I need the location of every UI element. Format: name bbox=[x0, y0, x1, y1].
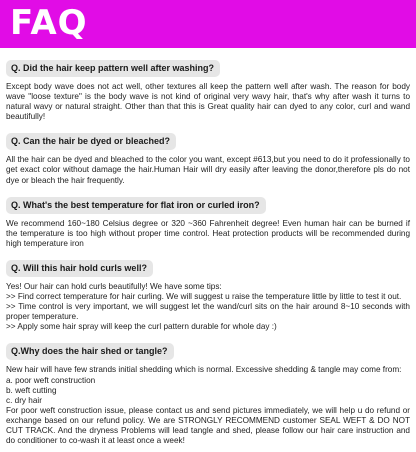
faq-question: Q. Did the hair keep pattern well after washing? bbox=[6, 60, 220, 77]
answer-tip: >> Find correct temperature for hair curling. We will suggest u raise the temperature little by little to test it out. bbox=[6, 292, 402, 302]
answer-list-item: a. poor weft construction bbox=[6, 375, 96, 385]
answer-tip: >> Apply some hair spray will keep the curl pattern durable for whole day :) bbox=[6, 322, 277, 332]
faq-header bbox=[0, 0, 416, 48]
answer-tip: >> Time control is very important, we will suggest let the wand/curl sits on the hair around 8~10 seconds with proper temperature. bbox=[6, 302, 410, 322]
page-title: FAQ bbox=[10, 3, 88, 43]
faq-item bbox=[6, 58, 410, 122]
answer-paragraph: Except body wave does not act well, other textures all keep the pattern well after wash. The reason for body wave "loose texture" is the body wave is not kind of original very wavy hair, that's why after wash it turns to natural wavy or natural straight. Other than that this is Great quality hair can dyed to any color, curl and wand beautifully! bbox=[6, 82, 410, 122]
answer-paragraph: For poor weft construction issue, please contact us and send pictures immediately, we will help u do refund or exchange based on our refund policy. We are STRONGLY RECOMMEND customer SEAL WEFT & DO NOT CUT TRACK. And the dryness Problems will lead tangle and shed, please follow our hair care instruction and do conditioner to co-wash it at least once a week! bbox=[6, 405, 410, 446]
answer-list-item: b. weft cutting bbox=[6, 385, 57, 395]
faq-answer bbox=[6, 365, 410, 446]
answer-list-item: c. dry hair bbox=[6, 395, 42, 405]
faq-question: Q.Why does the hair shed or tangle? bbox=[6, 343, 174, 360]
faq-question: Q. Will this hair hold curls well? bbox=[6, 260, 153, 277]
faq-question: Q. Can the hair be dyed or bleached? bbox=[6, 133, 176, 150]
answer-paragraph: New hair will have few strands initial shedding which is normal. Excessive shedding & tangle may come from: bbox=[6, 365, 402, 375]
answer-paragraph: We recommend 160~180 Celsius degree or 320 ~360 Fahrenheit degree! Even human hair can be burned if the temperature is too high without proper time control. Heat protection products will be recommended during high temperature iron bbox=[6, 218, 410, 248]
faq-item bbox=[6, 131, 410, 185]
faq-item bbox=[6, 341, 410, 446]
faq-answer bbox=[6, 219, 410, 249]
faq-list bbox=[0, 48, 416, 446]
faq-answer bbox=[6, 282, 410, 332]
faq-question: Q. What's the best temperature for flat iron or curled iron? bbox=[6, 197, 266, 214]
faq-item bbox=[6, 195, 410, 249]
faq-answer bbox=[6, 155, 410, 185]
answer-paragraph: All the hair can be dyed and bleached to the color you want, except #613,but you need to do it professionally to get exact color without damage the hair.Human Hair will dry easily after leaving the donor,therefore pls do not dye or bleach the hair frequently. bbox=[6, 155, 410, 185]
faq-item bbox=[6, 258, 410, 332]
answer-paragraph: Yes! Our hair can hold curls beautifully! We have some tips: bbox=[6, 281, 222, 291]
faq-answer bbox=[6, 82, 410, 122]
